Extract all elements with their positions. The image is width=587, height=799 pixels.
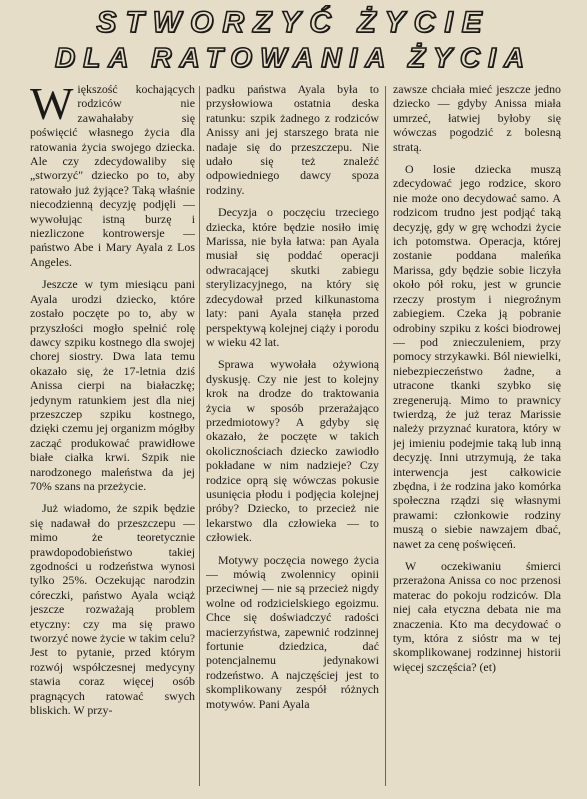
headline-line-2: DLA RATOWANIA ŻYCIA <box>54 42 533 73</box>
article-column-3 <box>393 82 561 794</box>
column-divider-2 <box>385 86 386 786</box>
paragraph: Motywy poczęcia nowego życia — mówią zwolennicy opinii przeciwnej — nie są przecież nigdy wolne od rodzicielskiego egoizmu. Chce się doświadczyć radości macierzyństwa, zapewnić rodzinnej fortunie dziedzica, dać potencjalnemu jedynakowi rodzeństwo. A najczęściej jest to skomplikowany zespół różnych motywów. Pani Ayala <box>206 552 379 711</box>
article-column-2 <box>206 82 379 794</box>
article-column-1 <box>30 82 195 794</box>
paragraph: padku państwa Ayala była to przysłowiowa ostatnia deska ratunku: szpik żadnego z rodziców Anissy ani jej starszego brata nie nadaje się do przeszczepu. Nie udało się też znaleźć odpowiedniego dawcy spoza rodziny. <box>206 82 379 197</box>
paragraph: Sprawa wywołała ożywioną dyskusję. Czy nie jest to kolejny krok na drodze do traktowania życia w sposób przerażająco przedmiotowy? A gdyby się okazało, że poczęte w takich okolicznościach dziecko zawiodło pokładane w nim nadzieje? Czy rodzice oprą się wówczas pokusie usunięcia płodu i podjęcia kolejnej próby? Dziecko, to przecież nie lekarstwo dla człowieka — to człowiek. <box>206 357 379 545</box>
paragraph-text: iększość kochających rodziców nie zawahałaby się poświęcić własnego życia dla ratowania życia swojego dziecka. Ale czy zdecydowaliby się „stworzyć" dziecko po to, aby ratowało już żyjące? Taką właśnie niecodzienną decyzję podjęli — wywołując istną burzę i niezliczone kontrowersje — państwo Abe i Mary Ayala z Los Angeles. <box>30 82 195 269</box>
paragraph: Decyzja o poczęciu trzeciego dziecka, które będzie nosiło imię Marissa, nie była łatwa: pan Ayala musiał się poddać operacji odwracającej skutki zabiegu sterylizacyjnego, na który się zdecydował przed kilkunastoma laty: pani Ayala stanęła przed perspektywą kolejnej ciąży i porodu w wieku 42 lat. <box>206 205 379 349</box>
paragraph: O losie dziecka muszą zdecydować jego rodzice, skoro nie może ono decydować samo. A rodzicom trudno jest podjąć taką decyzję, gdy w grę wchodzi życie ich potomstwa. Operacja, której zostanie poddana maleńka Marissa, gdy będzie sobie liczyła około pół roku, jest w gruncie rzeczy prostym i niegroźnym zabiegiem. Czeka ją pobranie odrobiny szpiku z kości biodrowej — pod znieczuleniem, przy pomocy strzykawki. Ból niewielki, niebezpieczeństwo żadne, a utracone tkanki szybko się zregenerują. Mimo to prawnicy twierdzą, że już teraz Marissie należy przyznać kuratora, który w jej imieniu podejmie taką lub inną decyzję. Inni utrzymują, że taka interwencja jest całkowicie zbędna, i że rodzina jako komórka społeczna rządzi się własnymi prawami: członkowie rodziny muszą o siebie nawzajem dbać, nawet za cenę poświęceń. <box>393 162 561 551</box>
paragraph: Już wiadomo, że szpik będzie się nadawał do przeszczepu — mimo że teoretycznie prawdopodobieństwo takiej zgodności u rodzeństwa wynosi tylko 25%. Oczekując narodzin córeczki, państwo Ayala wciąż jeszcze rozważają problem etyczny: czy ma się prawo tworzyć nowe życie w takim celu? Jest to pytanie, przed którym rozwój współczesnej medycyny stawia coraz więcej osób pragnących ratować swych bliskich. W przy- <box>30 501 195 718</box>
headline-line-1: STWORZYĆ ŻYCIE <box>96 6 491 39</box>
paragraph <box>30 82 195 269</box>
paragraph: zawsze chciała mieć jeszcze jedno dziecko — gdyby Anissa miała umrzeć, łatwiej byłoby się wówczas pogodzić z bolesną stratą. <box>393 82 561 154</box>
drop-cap: W <box>30 82 74 129</box>
paragraph: Jeszcze w tym miesiącu pani Ayala urodzi dziecko, które zostało poczęte po to, aby w przyszłości mogło spełnić rolę dawcy szpiku kostnego dla swojej chorej siostry. Dwa lata temu okazało się, że 17-letnia dziś Anissa cierpi na białaczkę; jedynym ratunkiem jest dla niej przeszczep szpiku kostnego, dzięki czemu jej organizm mógłby zacząć produkować prawidłowe białe ciałka krwi. Szpik nie narodzonego maleństwa da jej 70% szans na przeżycie. <box>30 277 195 493</box>
column-divider-1 <box>199 86 200 786</box>
paragraph: W oczekiwaniu śmierci przerażona Anissa co noc przenosi materac do pokoju rodziców. Dla niej cała etyczna debata nie ma znaczenia. Kto ma decydować o tym, która z sióstr ma w tej skomplikowanej rodzinnej historii więcej szczęścia? (et) <box>393 559 561 674</box>
